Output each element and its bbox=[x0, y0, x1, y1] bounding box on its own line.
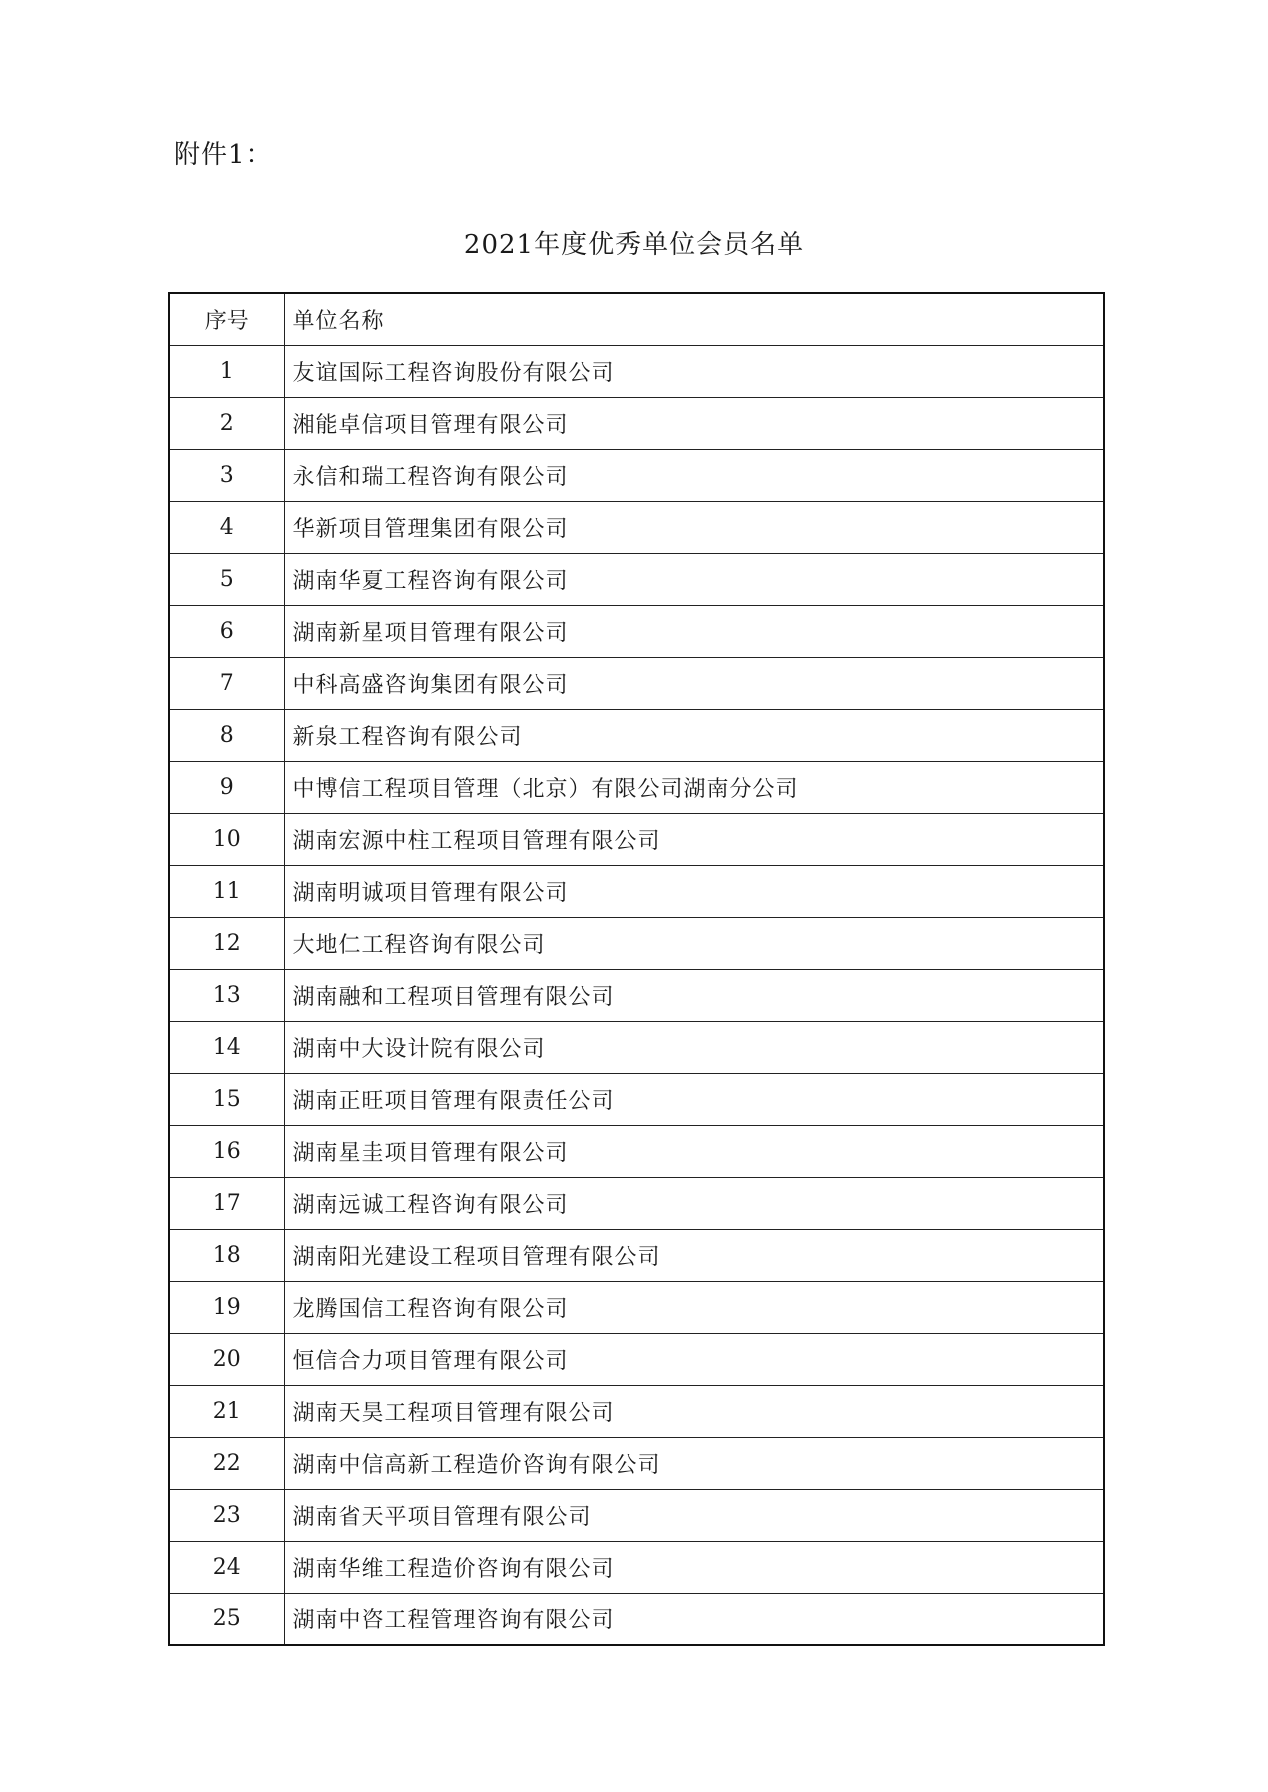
unit-name-cell: 永信和瑞工程咨询有限公司 bbox=[284, 449, 1104, 501]
unit-name-cell: 湖南省天平项目管理有限公司 bbox=[284, 1489, 1104, 1541]
serial-number-cell: 24 bbox=[169, 1541, 284, 1593]
unit-name-cell: 湖南融和工程项目管理有限公司 bbox=[284, 969, 1104, 1021]
table-row bbox=[169, 345, 1104, 397]
serial-number-cell: 23 bbox=[169, 1489, 284, 1541]
unit-name-cell: 湘能卓信项目管理有限公司 bbox=[284, 397, 1104, 449]
serial-number-cell: 25 bbox=[169, 1593, 284, 1645]
table-row bbox=[169, 813, 1104, 865]
serial-number-cell: 21 bbox=[169, 1385, 284, 1437]
unit-name-cell: 湖南天昊工程项目管理有限公司 bbox=[284, 1385, 1104, 1437]
serial-number-cell: 13 bbox=[169, 969, 284, 1021]
table-row bbox=[169, 1333, 1104, 1385]
unit-name-cell: 龙腾国信工程咨询有限公司 bbox=[284, 1281, 1104, 1333]
unit-name-cell: 湖南华维工程造价咨询有限公司 bbox=[284, 1541, 1104, 1593]
unit-name-cell: 湖南新星项目管理有限公司 bbox=[284, 605, 1104, 657]
header-unit-name: 单位名称 bbox=[284, 293, 1104, 345]
serial-number-cell: 6 bbox=[169, 605, 284, 657]
table-row bbox=[169, 917, 1104, 969]
serial-number-cell: 19 bbox=[169, 1281, 284, 1333]
serial-number-cell: 3 bbox=[169, 449, 284, 501]
unit-name-cell: 湖南华夏工程咨询有限公司 bbox=[284, 553, 1104, 605]
table-body bbox=[169, 345, 1104, 1645]
table-row bbox=[169, 1385, 1104, 1437]
serial-number-cell: 9 bbox=[169, 761, 284, 813]
table-header bbox=[169, 293, 1104, 345]
table-row bbox=[169, 865, 1104, 917]
unit-name-cell: 大地仁工程咨询有限公司 bbox=[284, 917, 1104, 969]
table-row bbox=[169, 1437, 1104, 1489]
table-row bbox=[169, 657, 1104, 709]
serial-number-cell: 5 bbox=[169, 553, 284, 605]
member-table bbox=[168, 292, 1105, 1646]
table-row bbox=[169, 1229, 1104, 1281]
unit-name-cell: 湖南阳光建设工程项目管理有限公司 bbox=[284, 1229, 1104, 1281]
serial-number-cell: 1 bbox=[169, 345, 284, 397]
serial-number-cell: 16 bbox=[169, 1125, 284, 1177]
attachment-label: 附件1： bbox=[174, 140, 273, 170]
unit-name-cell: 湖南中信高新工程造价咨询有限公司 bbox=[284, 1437, 1104, 1489]
table-row bbox=[169, 1177, 1104, 1229]
serial-number-cell: 14 bbox=[169, 1021, 284, 1073]
unit-name-cell: 华新项目管理集团有限公司 bbox=[284, 501, 1104, 553]
header-serial-number: 序号 bbox=[169, 293, 284, 345]
serial-number-cell: 11 bbox=[169, 865, 284, 917]
serial-number-cell: 12 bbox=[169, 917, 284, 969]
table-row bbox=[169, 1541, 1104, 1593]
table-row bbox=[169, 969, 1104, 1021]
unit-name-cell: 中科高盛咨询集团有限公司 bbox=[284, 657, 1104, 709]
unit-name-cell: 中博信工程项目管理（北京）有限公司湖南分公司 bbox=[284, 761, 1104, 813]
document-title: 2021年度优秀单位会员名单 bbox=[463, 230, 805, 260]
serial-number-cell: 7 bbox=[169, 657, 284, 709]
serial-number-cell: 4 bbox=[169, 501, 284, 553]
unit-name-cell: 湖南中大设计院有限公司 bbox=[284, 1021, 1104, 1073]
table-row bbox=[169, 553, 1104, 605]
unit-name-cell: 友谊国际工程咨询股份有限公司 bbox=[284, 345, 1104, 397]
serial-number-cell: 20 bbox=[169, 1333, 284, 1385]
table-row bbox=[169, 709, 1104, 761]
serial-number-cell: 22 bbox=[169, 1437, 284, 1489]
serial-number-cell: 15 bbox=[169, 1073, 284, 1125]
serial-number-cell: 10 bbox=[169, 813, 284, 865]
table-row bbox=[169, 501, 1104, 553]
table-row bbox=[169, 1073, 1104, 1125]
table-row bbox=[169, 605, 1104, 657]
serial-number-cell: 18 bbox=[169, 1229, 284, 1281]
unit-name-cell: 新泉工程咨询有限公司 bbox=[284, 709, 1104, 761]
header-row bbox=[169, 293, 1104, 345]
unit-name-cell: 湖南中咨工程管理咨询有限公司 bbox=[284, 1593, 1104, 1645]
serial-number-cell: 17 bbox=[169, 1177, 284, 1229]
table-row bbox=[169, 1489, 1104, 1541]
table-row bbox=[169, 1021, 1104, 1073]
unit-name-cell: 湖南星圭项目管理有限公司 bbox=[284, 1125, 1104, 1177]
unit-name-cell: 湖南宏源中柱工程项目管理有限公司 bbox=[284, 813, 1104, 865]
unit-name-cell: 恒信合力项目管理有限公司 bbox=[284, 1333, 1104, 1385]
unit-name-cell: 湖南正旺项目管理有限责任公司 bbox=[284, 1073, 1104, 1125]
serial-number-cell: 2 bbox=[169, 397, 284, 449]
table-row bbox=[169, 449, 1104, 501]
unit-name-cell: 湖南明诚项目管理有限公司 bbox=[284, 865, 1104, 917]
serial-number-cell: 8 bbox=[169, 709, 284, 761]
table-row bbox=[169, 397, 1104, 449]
table-row bbox=[169, 1125, 1104, 1177]
table-row bbox=[169, 761, 1104, 813]
table-row bbox=[169, 1281, 1104, 1333]
table-row bbox=[169, 1593, 1104, 1645]
unit-name-cell: 湖南远诚工程咨询有限公司 bbox=[284, 1177, 1104, 1229]
